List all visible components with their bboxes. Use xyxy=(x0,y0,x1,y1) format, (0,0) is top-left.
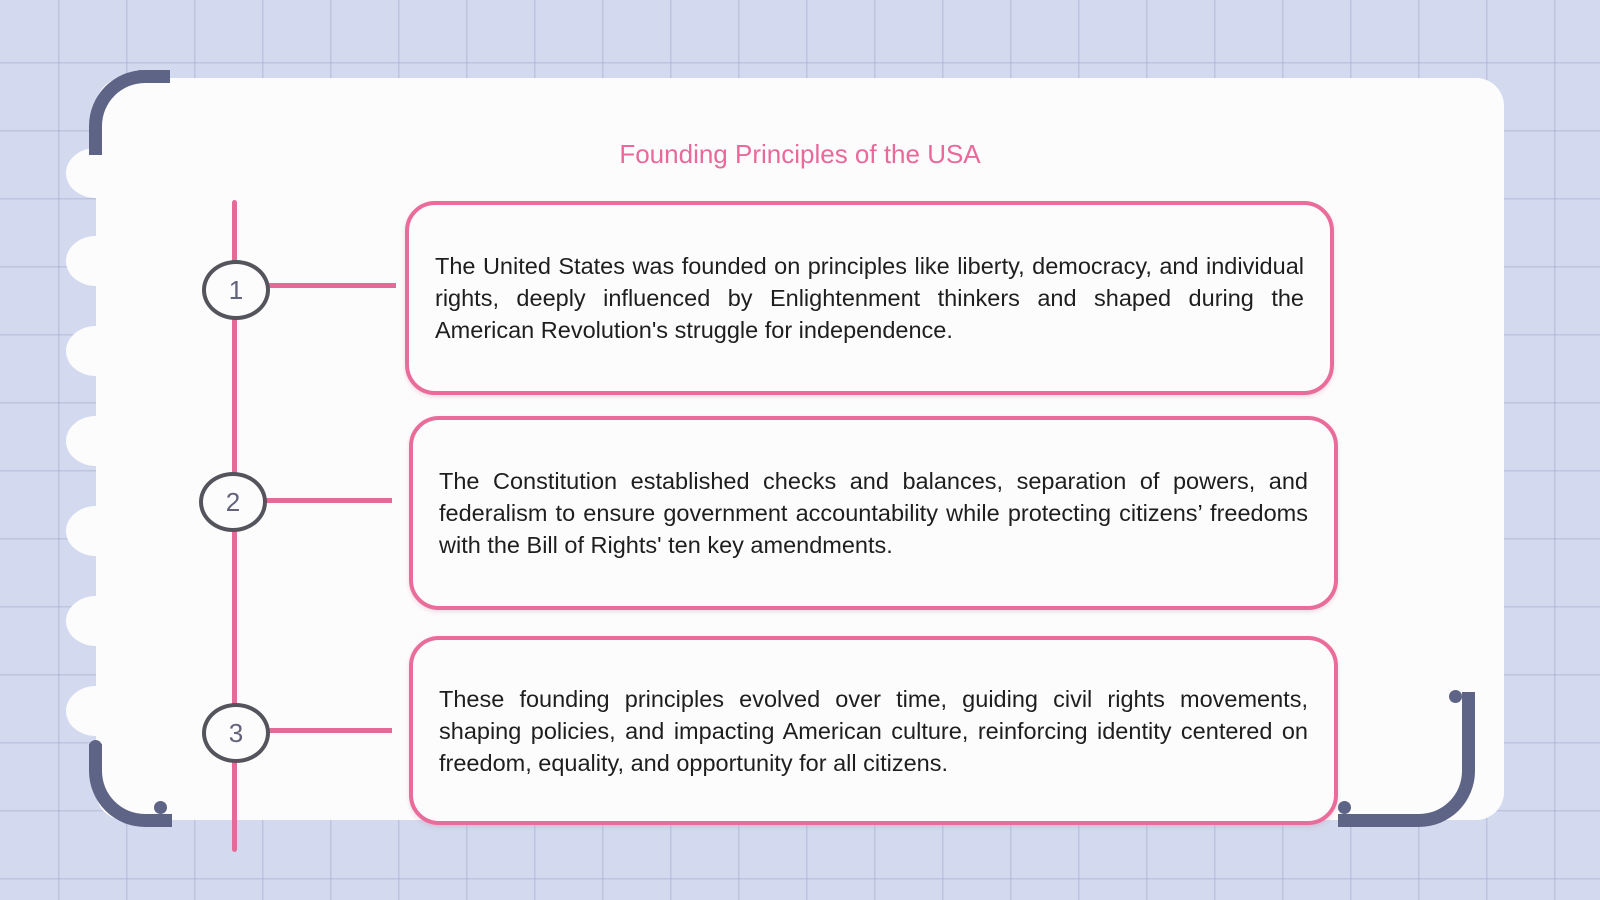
frame-bracket-cap xyxy=(1449,690,1462,703)
timeline-connector xyxy=(266,728,392,733)
step-number: 1 xyxy=(228,274,244,305)
frame-bracket-cap xyxy=(134,70,147,83)
frame-bracket-bottom-left xyxy=(89,744,172,827)
step-number: 2 xyxy=(225,486,241,517)
principle-card xyxy=(409,416,1338,610)
paper-scallop xyxy=(66,596,126,646)
slide-title: Founding Principles of the USA xyxy=(619,139,981,170)
step-number-badge xyxy=(199,472,267,532)
frame-bracket-cap xyxy=(1338,801,1351,814)
principle-card xyxy=(405,201,1334,395)
timeline-connector xyxy=(266,283,396,288)
paper-scallop xyxy=(66,416,126,466)
frame-bracket-bottom-right xyxy=(1338,692,1475,827)
step-number-badge xyxy=(202,260,270,320)
principle-text: The Constitution established checks and balances, separation of powers, and federalism to ensure government accountability while protecting citizens’ freedoms with the Bill of Rights' ten key amendments. xyxy=(439,468,1308,558)
principle-card xyxy=(409,636,1338,825)
principle-text: These founding principles evolved over time, guiding civil rights movements, shaping policies, and impacting American culture, reinforcing identity centered on freedom, equality, and opportunity for all citizens. xyxy=(439,685,1308,776)
principle-text: The United States was founded on principles like liberty, democracy, and individual rights, deeply influenced by Enlightenment thinkers and shaped during the American Revolution's struggle for independence. xyxy=(435,253,1304,343)
paper-scallop xyxy=(66,506,126,556)
step-number-badge xyxy=(202,703,270,763)
timeline-connector xyxy=(264,498,392,503)
step-number: 3 xyxy=(228,717,244,748)
paper-scallop xyxy=(66,686,126,736)
paper-scallop xyxy=(66,236,126,286)
frame-bracket-cap xyxy=(154,801,167,814)
frame-bracket-cap xyxy=(89,740,102,753)
paper-scallop xyxy=(66,326,126,376)
